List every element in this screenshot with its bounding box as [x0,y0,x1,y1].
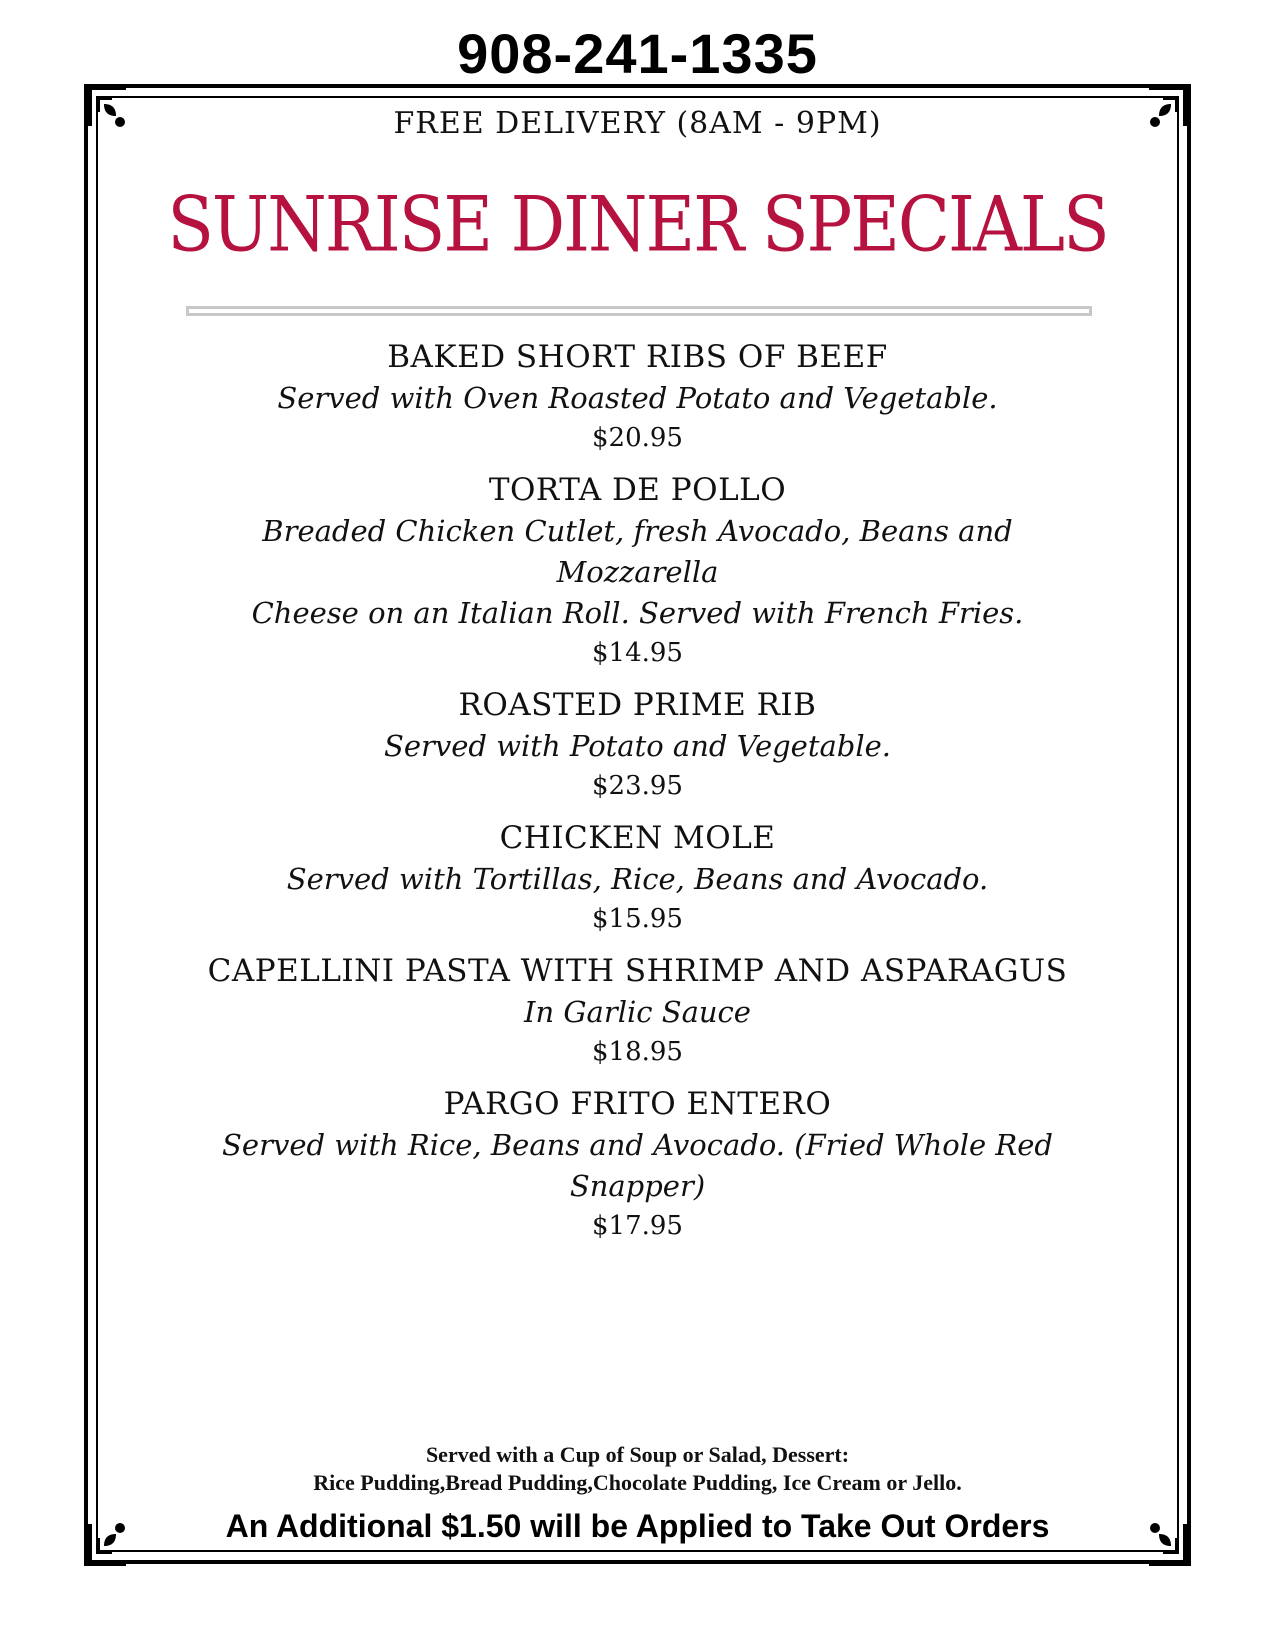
page-title: SUNRISE DINER SPECIALS [167,181,1108,270]
item-description: In Garlic Sauce [524,995,751,1029]
item-description: Snapper) [569,1169,706,1203]
item-name: BAKED SHORT RIBS OF BEEF [387,339,888,375]
item-price: $20.95 [592,423,683,453]
specials-list [190,336,1085,1257]
menu-item [190,1083,1085,1245]
item-name: CHICKEN MOLE [499,820,776,856]
item-description: Served with Potato and Vegetable. [383,729,892,763]
menu-item [190,950,1085,1071]
takeout-fee-note: An Additional $1.50 will be Applied to Take Out Orders [225,1508,1050,1544]
sides-line-2: Rice Pudding,Bread Pudding,Chocolate Pudding, Ice Cream or Jello. [313,1470,962,1495]
item-name: CAPELLINI PASTA WITH SHRIMP AND ASPARAGUS [207,953,1068,989]
menu-item [190,817,1085,938]
menu-item [190,469,1085,672]
item-price: $23.95 [592,771,683,801]
item-description: Served with Rice, Beans and Avocado. (Fried Whole Red [222,1128,1053,1162]
sides-line-1: Served with a Cup of Soup or Salad, Dessert: [425,1442,850,1467]
item-name: ROASTED PRIME RIB [458,687,817,723]
item-description: Served with Tortillas, Rice, Beans and Avocado. [286,862,989,896]
item-description: Cheese on an Italian Roll. Served with French Fries. [251,596,1024,630]
menu-item [190,336,1085,457]
item-name: TORTA DE POLLO [488,472,787,508]
phone-number: 908-241-1335 [457,22,818,85]
delivery-hours: FREE DELIVERY (8AM - 9PM) [393,106,882,141]
item-name: PARGO FRITO ENTERO [443,1086,832,1122]
menu-item [190,684,1085,805]
item-price: $15.95 [592,904,683,934]
item-description: Served with Oven Roasted Potato and Vegetable. [277,381,998,415]
item-price: $17.95 [592,1211,683,1241]
item-price: $18.95 [592,1037,683,1067]
sides-note [0,1441,1275,1497]
item-price: $14.95 [592,638,683,668]
item-description: Breaded Chicken Cutlet, fresh Avocado, Beans and Mozzarella [262,514,1013,589]
title-divider [186,306,1092,316]
